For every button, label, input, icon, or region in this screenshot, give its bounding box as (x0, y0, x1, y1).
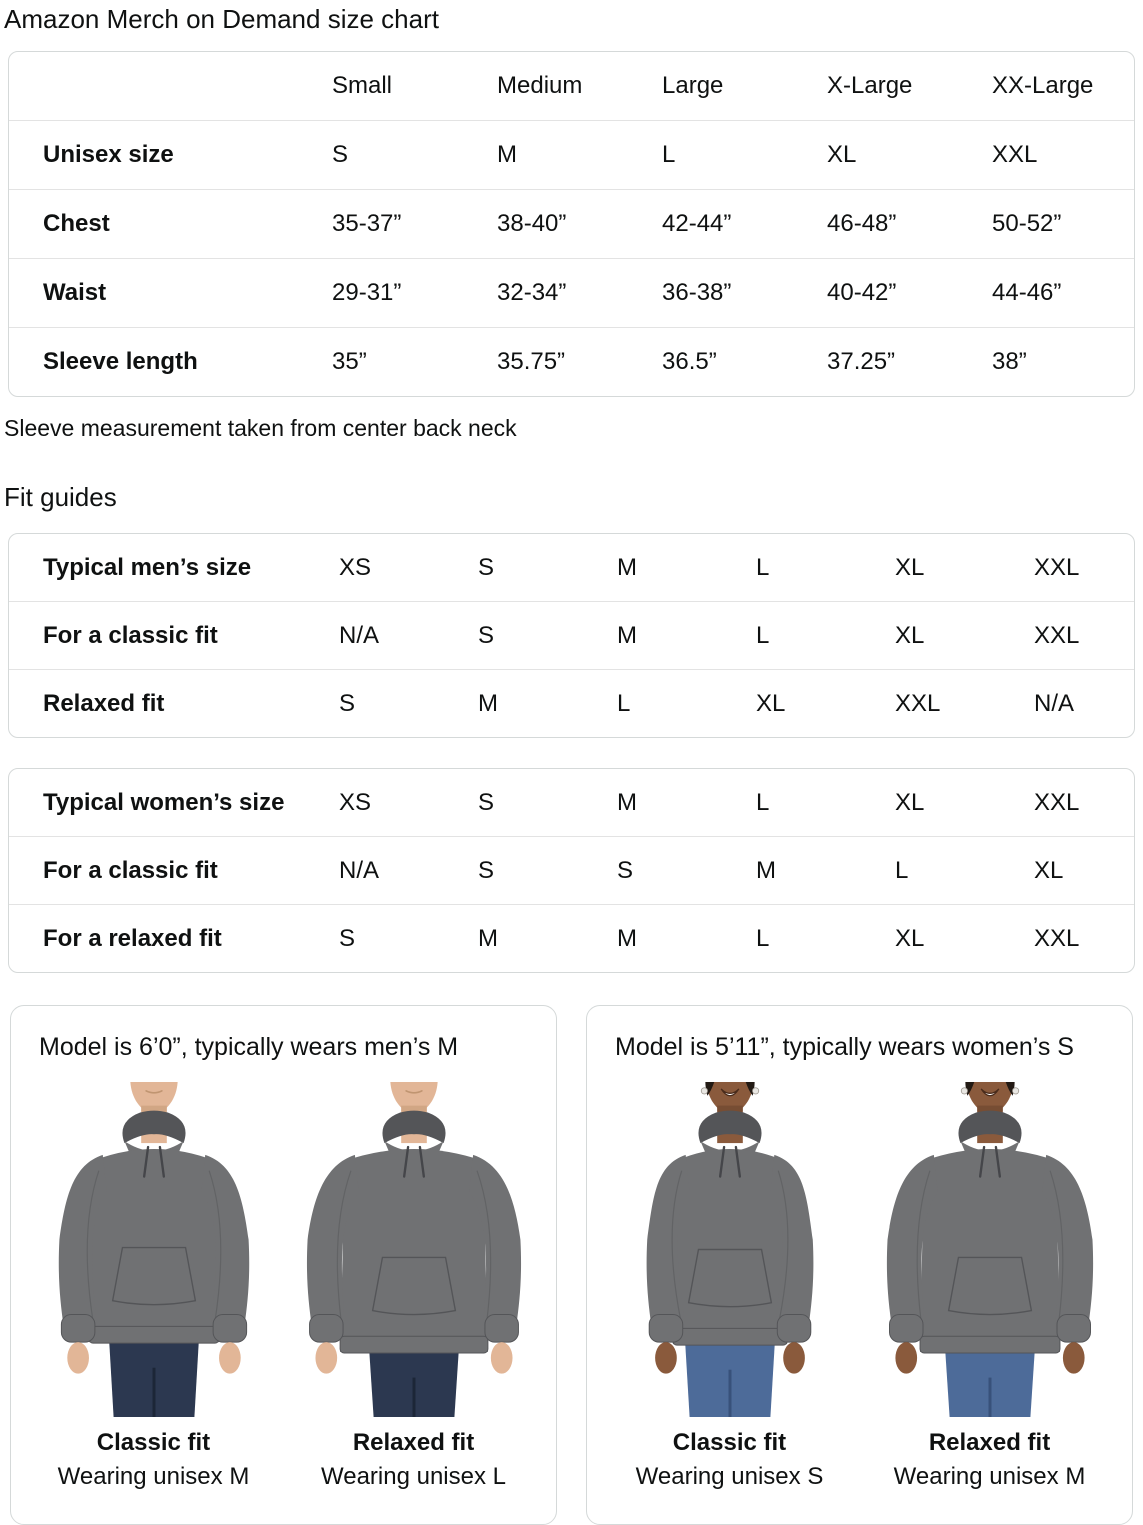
figure-size-label: Wearing unisex M (57, 1462, 250, 1490)
model-figure (38, 1082, 270, 1491)
table-cell: 38-40” (497, 210, 567, 238)
column-header: X-Large (827, 72, 913, 100)
column-header: XX-Large (992, 72, 1094, 100)
table-cell: L (617, 689, 631, 717)
table-cell: 35-37” (332, 210, 402, 238)
table-cell: S (339, 924, 356, 952)
table-cell: XL (827, 141, 857, 169)
table-cell: L (662, 141, 676, 169)
table-header-row (9, 52, 1134, 120)
model-card-title: Model is 6’0”, typically wears men’s M (39, 1033, 459, 1062)
table-cell: XXL (1034, 621, 1080, 649)
figure-fit-label: Classic fit (96, 1428, 211, 1456)
table-row (9, 258, 1134, 327)
table-cell: XXL (1034, 924, 1080, 952)
fit-guide-table-men (8, 533, 1135, 738)
model-photo-men-classic-fit (38, 1082, 270, 1417)
model-card-title: Model is 5’11”, typically wears women’s S (615, 1033, 1074, 1062)
table-cell: 36.5” (662, 348, 717, 376)
table-cell: 35.75” (497, 348, 566, 376)
table-row (9, 769, 1134, 836)
row-label: Typical men’s size (43, 553, 252, 581)
table-cell: XL (895, 553, 925, 581)
table-cell: M (617, 621, 637, 649)
table-row (9, 669, 1134, 737)
page-title: Amazon Merch on Demand size chart (4, 4, 439, 34)
table-cell: M (617, 788, 637, 816)
model-cards (10, 1005, 1133, 1525)
table-cell: L (756, 553, 770, 581)
column-header: Medium (497, 72, 583, 100)
model-figure (298, 1082, 530, 1491)
table-cell: XL (895, 788, 925, 816)
table-cell: XXL (1034, 788, 1080, 816)
row-label: Typical women’s size (43, 788, 285, 816)
fit-guides-heading: Fit guides (4, 482, 117, 513)
table-cell: 38” (992, 348, 1027, 376)
table-cell: 32-34” (497, 279, 567, 307)
size-chart-table (8, 51, 1135, 397)
model-figures (33, 1082, 534, 1491)
table-cell: S (617, 856, 634, 884)
table-cell: 46-48” (827, 210, 897, 238)
table-cell: XL (756, 689, 786, 717)
table-cell: 35” (332, 348, 367, 376)
row-label: For a relaxed fit (43, 924, 222, 952)
table-row (9, 327, 1134, 396)
table-row (9, 836, 1134, 904)
table-cell: XL (895, 924, 925, 952)
table-cell: M (617, 924, 637, 952)
model-photo-men-relaxed-fit (298, 1082, 530, 1417)
row-label: For a classic fit (43, 621, 218, 649)
table-row (9, 601, 1134, 669)
column-header: Small (332, 72, 393, 100)
sleeve-measurement-note: Sleeve measurement taken from center back neck (4, 415, 517, 442)
table-cell: S (339, 689, 356, 717)
table-cell: L (895, 856, 909, 884)
table-cell: 37.25” (827, 348, 896, 376)
table-cell: S (332, 141, 349, 169)
column-header: Large (662, 72, 724, 100)
table-cell: M (617, 553, 637, 581)
table-cell: 44-46” (992, 279, 1062, 307)
table-cell: 50-52” (992, 210, 1062, 238)
table-cell: 29-31” (332, 279, 402, 307)
row-label: Sleeve length (43, 348, 198, 376)
figure-fit-label: Relaxed fit (352, 1428, 475, 1456)
table-cell: S (478, 621, 495, 649)
table-cell: XXL (1034, 553, 1080, 581)
row-label: For a classic fit (43, 856, 218, 884)
table-cell: N/A (1034, 689, 1075, 717)
model-figure (874, 1082, 1106, 1491)
table-cell: N/A (339, 621, 380, 649)
model-card-men (10, 1005, 557, 1525)
table-row (9, 904, 1134, 972)
figure-size-label: Wearing unisex S (635, 1462, 824, 1490)
row-label: Unisex size (43, 141, 174, 169)
table-cell: XS (339, 553, 372, 581)
table-cell: L (756, 924, 770, 952)
model-card-women (586, 1005, 1133, 1525)
model-figures (609, 1082, 1110, 1491)
table-row (9, 534, 1134, 601)
table-cell: M (478, 689, 498, 717)
row-label: Chest (43, 210, 110, 238)
table-cell: M (478, 924, 498, 952)
table-cell: M (756, 856, 776, 884)
figure-size-label: Wearing unisex M (893, 1462, 1086, 1490)
figure-size-label: Wearing unisex L (321, 1462, 506, 1490)
model-figure (614, 1082, 846, 1491)
table-cell: M (497, 141, 517, 169)
table-row (9, 189, 1134, 258)
model-photo-women-classic-fit (614, 1082, 846, 1417)
table-cell: 36-38” (662, 279, 732, 307)
model-photo-women-relaxed-fit (874, 1082, 1106, 1417)
table-cell: S (478, 553, 495, 581)
figure-fit-label: Classic fit (672, 1428, 787, 1456)
table-cell: L (756, 621, 770, 649)
figure-fit-label: Relaxed fit (928, 1428, 1051, 1456)
row-label: Waist (43, 279, 107, 307)
row-label: Relaxed fit (43, 689, 165, 717)
table-cell: 42-44” (662, 210, 732, 238)
table-row (9, 120, 1134, 189)
table-cell: 40-42” (827, 279, 897, 307)
table-cell: XL (1034, 856, 1064, 884)
table-cell: S (478, 856, 495, 884)
table-cell: L (756, 788, 770, 816)
table-cell: S (478, 788, 495, 816)
table-cell: N/A (339, 856, 380, 884)
table-cell: XL (895, 621, 925, 649)
table-cell: XXL (992, 141, 1038, 169)
table-cell: XS (339, 788, 372, 816)
table-cell: XXL (895, 689, 941, 717)
fit-guide-table-women (8, 768, 1135, 973)
